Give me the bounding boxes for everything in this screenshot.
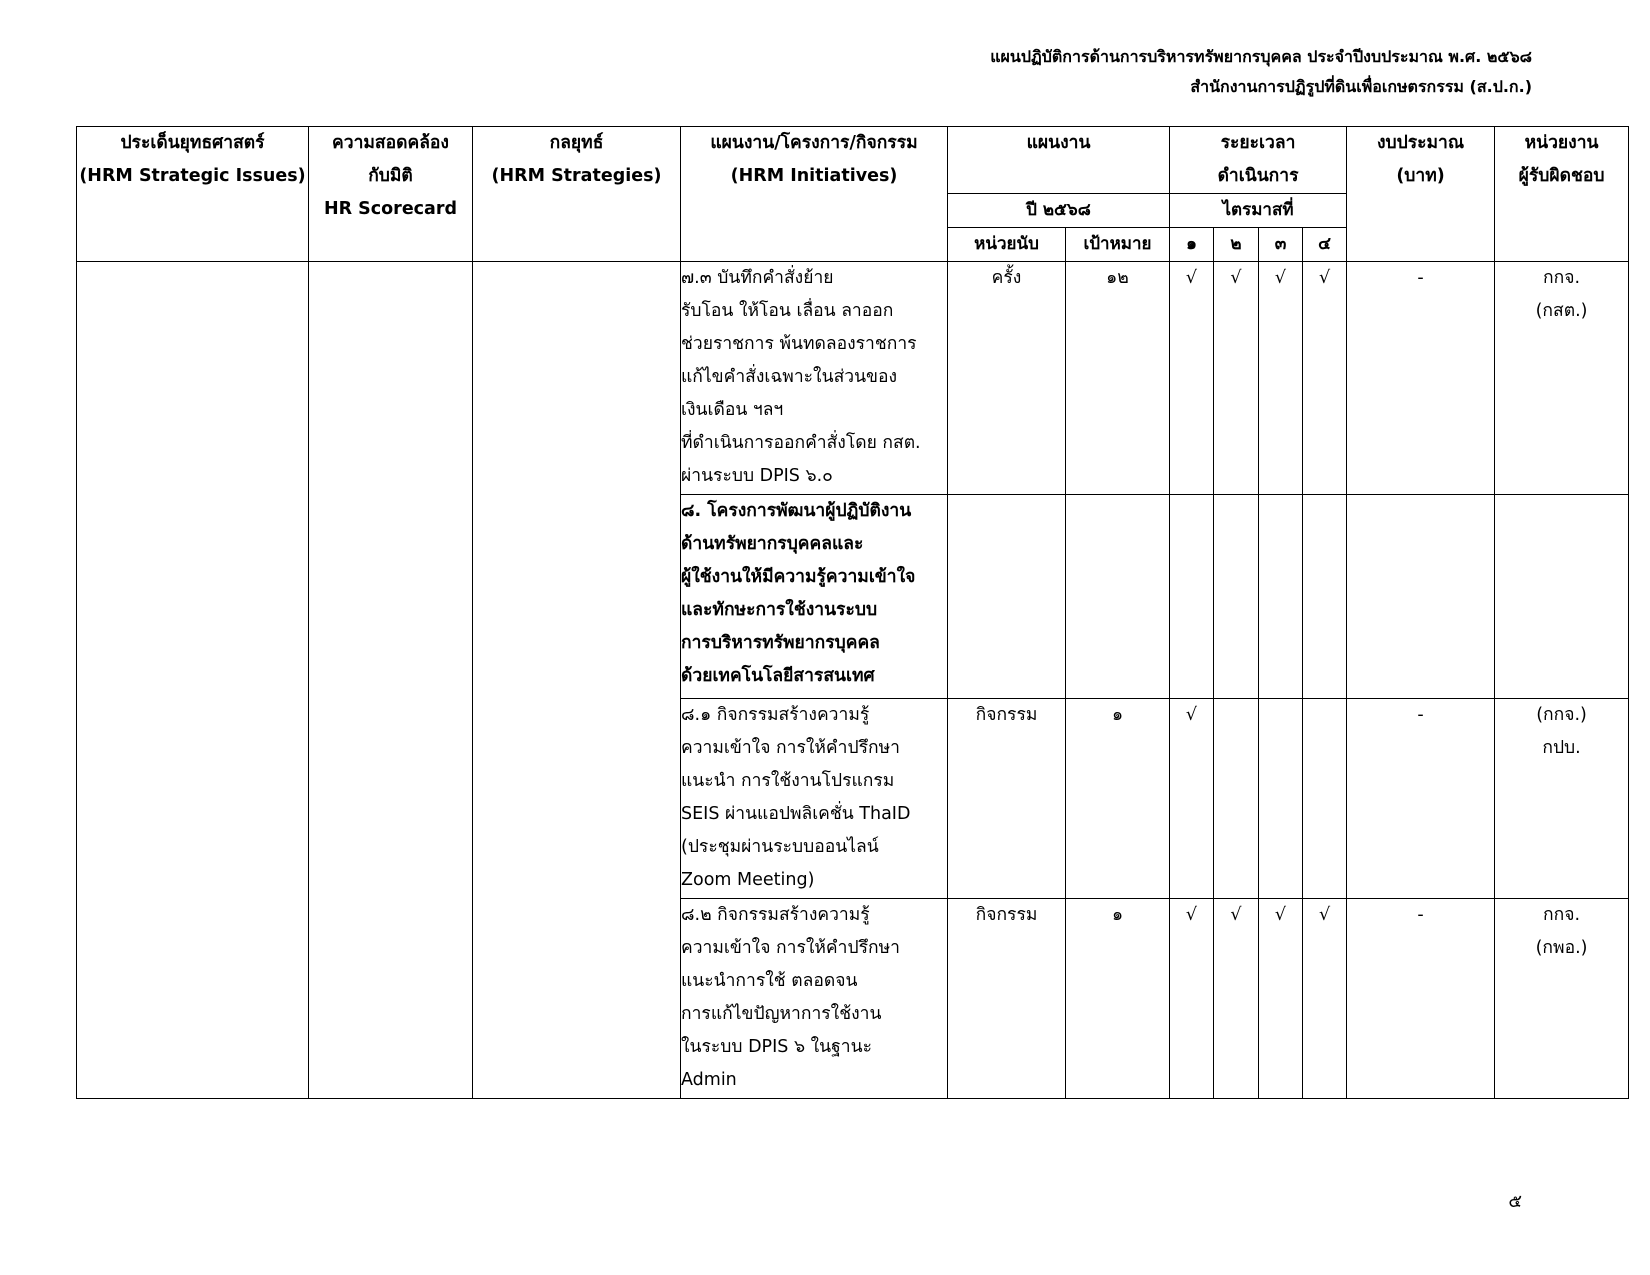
cell-q4 (1303, 699, 1347, 899)
col-q1: ๑ (1170, 228, 1214, 262)
cell-budget (1347, 495, 1495, 699)
cell-unit (948, 495, 1066, 699)
cell-q1 (1170, 495, 1214, 699)
document-header (990, 42, 1532, 102)
cell-q3 (1259, 495, 1303, 699)
col-unit: หน่วยนับ (948, 228, 1066, 262)
cell-q2: √ (1214, 899, 1259, 1099)
col-target: เป้าหมาย (1066, 228, 1170, 262)
col-q2: ๒ (1214, 228, 1259, 262)
col-plan-year: ปี ๒๕๖๘ (948, 194, 1170, 228)
col-plan: แผนงาน (948, 127, 1170, 194)
header-agency: สำนักงานการปฏิรูปที่ดินเพื่อเกษตรกรรม (ส.ป.ก.) (1190, 77, 1532, 96)
cell-strategy (473, 262, 681, 1099)
cell-q4: √ (1303, 899, 1347, 1099)
cell-initiative: ๗.๓ บันทึกคำสั่งย้าย รับโอน ให้โอน เลื่อน ลาออก ช่วยราชการ พ้นทดลองราชการ แก้ไขคำสั่งเฉพาะในส่วนของ เงินเดือน ฯลฯ ที่ดำเนินการออกคำสั่งโดย กสต. ผ่านระบบ DPIS ๖.๐ (681, 262, 948, 495)
cell-q3: √ (1259, 262, 1303, 495)
cell-q1: √ (1170, 899, 1214, 1099)
hrm-plan-table (76, 126, 1629, 1099)
cell-initiative: ๘.๑ กิจกรรมสร้างความรู้ ความเข้าใจ การให้คำปรึกษา แนะนำ การใช้งานโปรแกรม SEIS ผ่านแอปพลิเคชั่น ThaID (ประชุมผ่านระบบออนไลน์ Zoom Meeting) (681, 699, 948, 899)
cell-hr-scorecard (309, 262, 473, 1099)
col-hr-scorecard: ความสอดคล้อง กับมิติ HR Scorecard (309, 127, 473, 262)
col-timeframe: ระยะเวลา ดำเนินการ (1170, 127, 1347, 194)
cell-unit: กิจกรรม (948, 899, 1066, 1099)
cell-target: ๑๒ (1066, 262, 1170, 495)
cell-strategic-issue (77, 262, 309, 1099)
cell-budget: - (1347, 699, 1495, 899)
page-number: ๕ (1508, 1191, 1522, 1212)
col-responsible: หน่วยงาน ผู้รับผิดชอบ (1495, 127, 1629, 262)
cell-target: ๑ (1066, 699, 1170, 899)
cell-q2 (1214, 699, 1259, 899)
col-q4: ๔ (1303, 228, 1347, 262)
col-strategic-issue: ประเด็นยุทธศาสตร์ (HRM Strategic Issues) (77, 127, 309, 262)
cell-q3 (1259, 699, 1303, 899)
cell-q1: √ (1170, 262, 1214, 495)
cell-q4: √ (1303, 262, 1347, 495)
cell-q1: √ (1170, 699, 1214, 899)
col-initiative: แผนงาน/โครงการ/กิจกรรม (HRM Initiatives) (681, 127, 948, 262)
header-title: แผนปฏิบัติการด้านการบริหารทรัพยากรบุคคล ประจำปีงบประมาณ พ.ศ. ๒๕๖๘ (990, 47, 1532, 66)
table-row (77, 262, 1629, 495)
cell-q2 (1214, 495, 1259, 699)
cell-unit: กิจกรรม (948, 699, 1066, 899)
cell-initiative-project: ๘. โครงการพัฒนาผู้ปฏิบัติงาน ด้านทรัพยากรบุคคลและ ผู้ใช้งานให้มีความรู้ความเข้าใจ และทักษะการใช้งานระบบ การบริหารทรัพยากรบุคคล ด้วยเทคโนโลยีสารสนเทศ (681, 495, 948, 699)
cell-budget: - (1347, 899, 1495, 1099)
cell-q2: √ (1214, 262, 1259, 495)
col-q3: ๓ (1259, 228, 1303, 262)
cell-target: ๑ (1066, 899, 1170, 1099)
col-strategy: กลยุทธ์ (HRM Strategies) (473, 127, 681, 262)
cell-responsible: กกจ. (กพอ.) (1495, 899, 1629, 1099)
cell-budget: - (1347, 262, 1495, 495)
cell-unit: ครั้ง (948, 262, 1066, 495)
col-quarter: ไตรมาสที่ (1170, 194, 1347, 228)
cell-q4 (1303, 495, 1347, 699)
cell-target (1066, 495, 1170, 699)
cell-q3: √ (1259, 899, 1303, 1099)
cell-initiative: ๘.๒ กิจกรรมสร้างความรู้ ความเข้าใจ การให้คำปรึกษา แนะนำการใช้ ตลอดจน การแก้ไขปัญหาการใช้งาน ในระบบ DPIS ๖ ในฐานะ Admin (681, 899, 948, 1099)
col-budget: งบประมาณ (บาท) (1347, 127, 1495, 262)
cell-responsible: (กกจ.) กปบ. (1495, 699, 1629, 899)
cell-responsible: กกจ. (กสต.) (1495, 262, 1629, 495)
cell-responsible (1495, 495, 1629, 699)
